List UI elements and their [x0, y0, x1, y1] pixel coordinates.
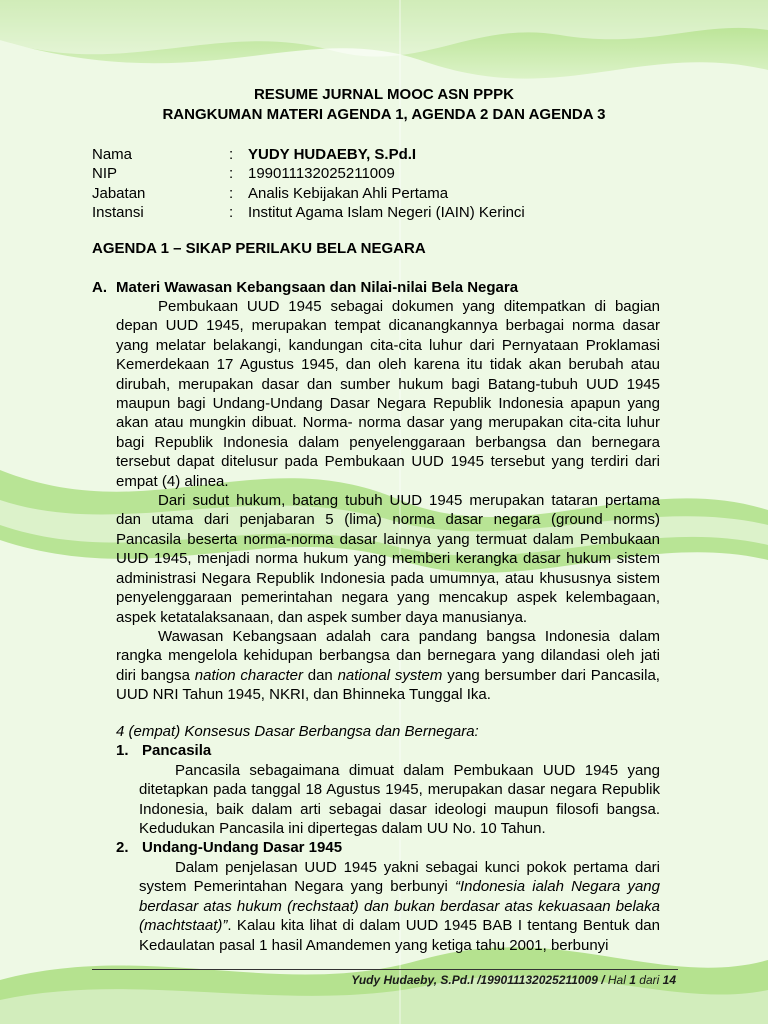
- document-subtitle: RANGKUMAN MATERI AGENDA 1, AGENDA 2 DAN AGENDA 3: [162, 106, 606, 123]
- identity-colon: :: [229, 165, 234, 183]
- konsensus-heading: 4 (empat) Konsesus Dasar Berbangsa dan Bernegara:: [116, 723, 479, 740]
- italic-term: nation character: [194, 666, 303, 684]
- document-title: RESUME JURNAL MOOC ASN PPPK: [253, 86, 515, 103]
- section-a-body: [116, 297, 660, 705]
- identity-row-instansi: [92, 203, 672, 222]
- footer-hal-label: Hal: [607, 973, 626, 987]
- footer-divider: [92, 969, 678, 970]
- section-marker: A.: [92, 279, 107, 296]
- italic-quote: “Indonesia ialah Negara yang berdasar atas hukum (rechstaat) dan bukan berdasar atas kekuasaan belaka (machtstaat)”: [139, 878, 660, 935]
- page-footer: [351, 973, 676, 987]
- footer-total-pages: 14: [662, 973, 676, 987]
- italic-term: national system: [337, 666, 443, 684]
- identity-colon: :: [229, 184, 234, 202]
- footer-page-number: 1: [629, 973, 636, 987]
- agenda-heading: AGENDA 1 – SIKAP PERILAKU BELA NEGARA: [92, 240, 426, 257]
- paragraph: Dari sudut hukum, batang tubuh UUD 1945 merupakan tataran pertama dan utama dari penjabaran 5 (lima) norma dasar negara (ground norms) Pancasila beserta norma-norma dasar lainnya yang termuat dalam Pembukaan UUD 1945, menjadi norma hukum yang memberi kerangka dasar hukum sistem administrasi Negara Republik Indonesia pada umumnya, atau khususnya sistem penyelenggaraan pemerintahan negara yang mencakup aspek kelembagaan, aspek ketatalaksanaan, dan aspek sumber daya manusianya.: [116, 492, 660, 626]
- identity-value-instansi: Institut Agama Islam Negeri (IAIN) Kerinci: [248, 204, 525, 222]
- list-item-title: Undang-Undang Dasar 1945: [142, 839, 343, 856]
- identity-value-name: YUDY HUDAEBY, S.Pd.I: [248, 146, 417, 163]
- paragraph-text: dan: [302, 666, 338, 684]
- list-item-body: [139, 858, 660, 955]
- identity-row-nip: [92, 164, 672, 183]
- identity-row-nama: [92, 145, 672, 164]
- paragraph-text: yang bersumber dari Pancasila, UUD NRI Tahun 1945, NKRI, dan Bhinneka Tunggal Ika.: [116, 666, 660, 704]
- list-number: 2.: [116, 839, 129, 856]
- list-number: 1.: [116, 742, 129, 759]
- paragraph: [139, 858, 660, 955]
- footer-author: Yudy Hudaeby, S.Pd.I /199011132025211009 /: [351, 973, 605, 987]
- list-item-heading: [116, 742, 211, 759]
- section-a-heading: [92, 279, 518, 296]
- identity-label: Nama: [92, 146, 133, 163]
- footer-dari-label: dari: [639, 973, 660, 987]
- paragraph-text: . Kalau kita lihat di dalam UUD 1945 BAB I tentang Bentuk dan Kedaulatan pasal 1 hasil Amandemen yang ketiga tahu 2001, berbunyi: [139, 917, 660, 954]
- list-item-heading: [116, 839, 342, 856]
- paragraph-text: Dalam penjelasan UUD 1945 yakni sebagai kunci pokok pertama dari system Pemerintahan Negara yang berbunyi: [139, 859, 660, 896]
- identity-row-jabatan: [92, 184, 672, 203]
- paragraph: Pancasila sebagaimana dimuat dalam Pembukaan UUD 1945 yang ditetapkan pada tanggal 18 Agustus 1945, merupakan dasar negara Republik Indonesia, baik dalam arti sebagai dasar ideologi maupun filosofi bangsa. Kedudukan Pancasila ini dipertegas dalam UU No. 10 Tahun.: [139, 762, 660, 838]
- identity-value-nip: 199011132025211009: [248, 165, 395, 183]
- paragraph-text: Wawasan Kebangsaan adalah cara pandang bangsa Indonesia dalam rangka mengelola kehidupan berbangsa dan bernegara yang dilandasi oleh jati diri bangsa: [116, 627, 660, 684]
- identity-block: [92, 145, 672, 223]
- identity-label: NIP: [92, 165, 118, 183]
- paragraph: Pembukaan UUD 1945 sebagai dokumen yang ditempatkan di bagian depan UUD 1945, merupakan tempat dicanangkannya berbagai norma dasar yang melatar belakangi, kandungan cita-cita luhur dari Pernyataan Proklamasi Kemerdekaan 17 Agustus 1945, dan oleh karena itu tidak akan berubah atau dirubah, merupakan dasar dan sumber hukum bagi Batang-tubuh UUD 1945 maupun bagi Undang-Undang Dasar Negara Republik Indonesia apapun yang akan atau mungkin dibuat. Norma- norma dasar yang merupakan cita-cita luhur bagi Republik Indonesia dalam penyelenggaraan berbangsa dan bernegara tersebut dapat ditelusur pada Pembukaan UUD 1945 tersebut yang terdiri dari empat (4) alinea.: [116, 298, 660, 490]
- identity-value-jabatan: Analis Kebijakan Ahli Pertama: [248, 184, 449, 202]
- list-item-body: [139, 761, 660, 839]
- identity-label: Instansi: [92, 204, 144, 222]
- list-item-title: Pancasila: [142, 742, 212, 759]
- paragraph: [116, 627, 660, 705]
- identity-colon: :: [229, 146, 234, 163]
- identity-label: Jabatan: [92, 184, 146, 202]
- section-title: Materi Wawasan Kebangsaan dan Nilai-nilai Bela Negara: [116, 279, 519, 296]
- identity-colon: :: [229, 204, 234, 222]
